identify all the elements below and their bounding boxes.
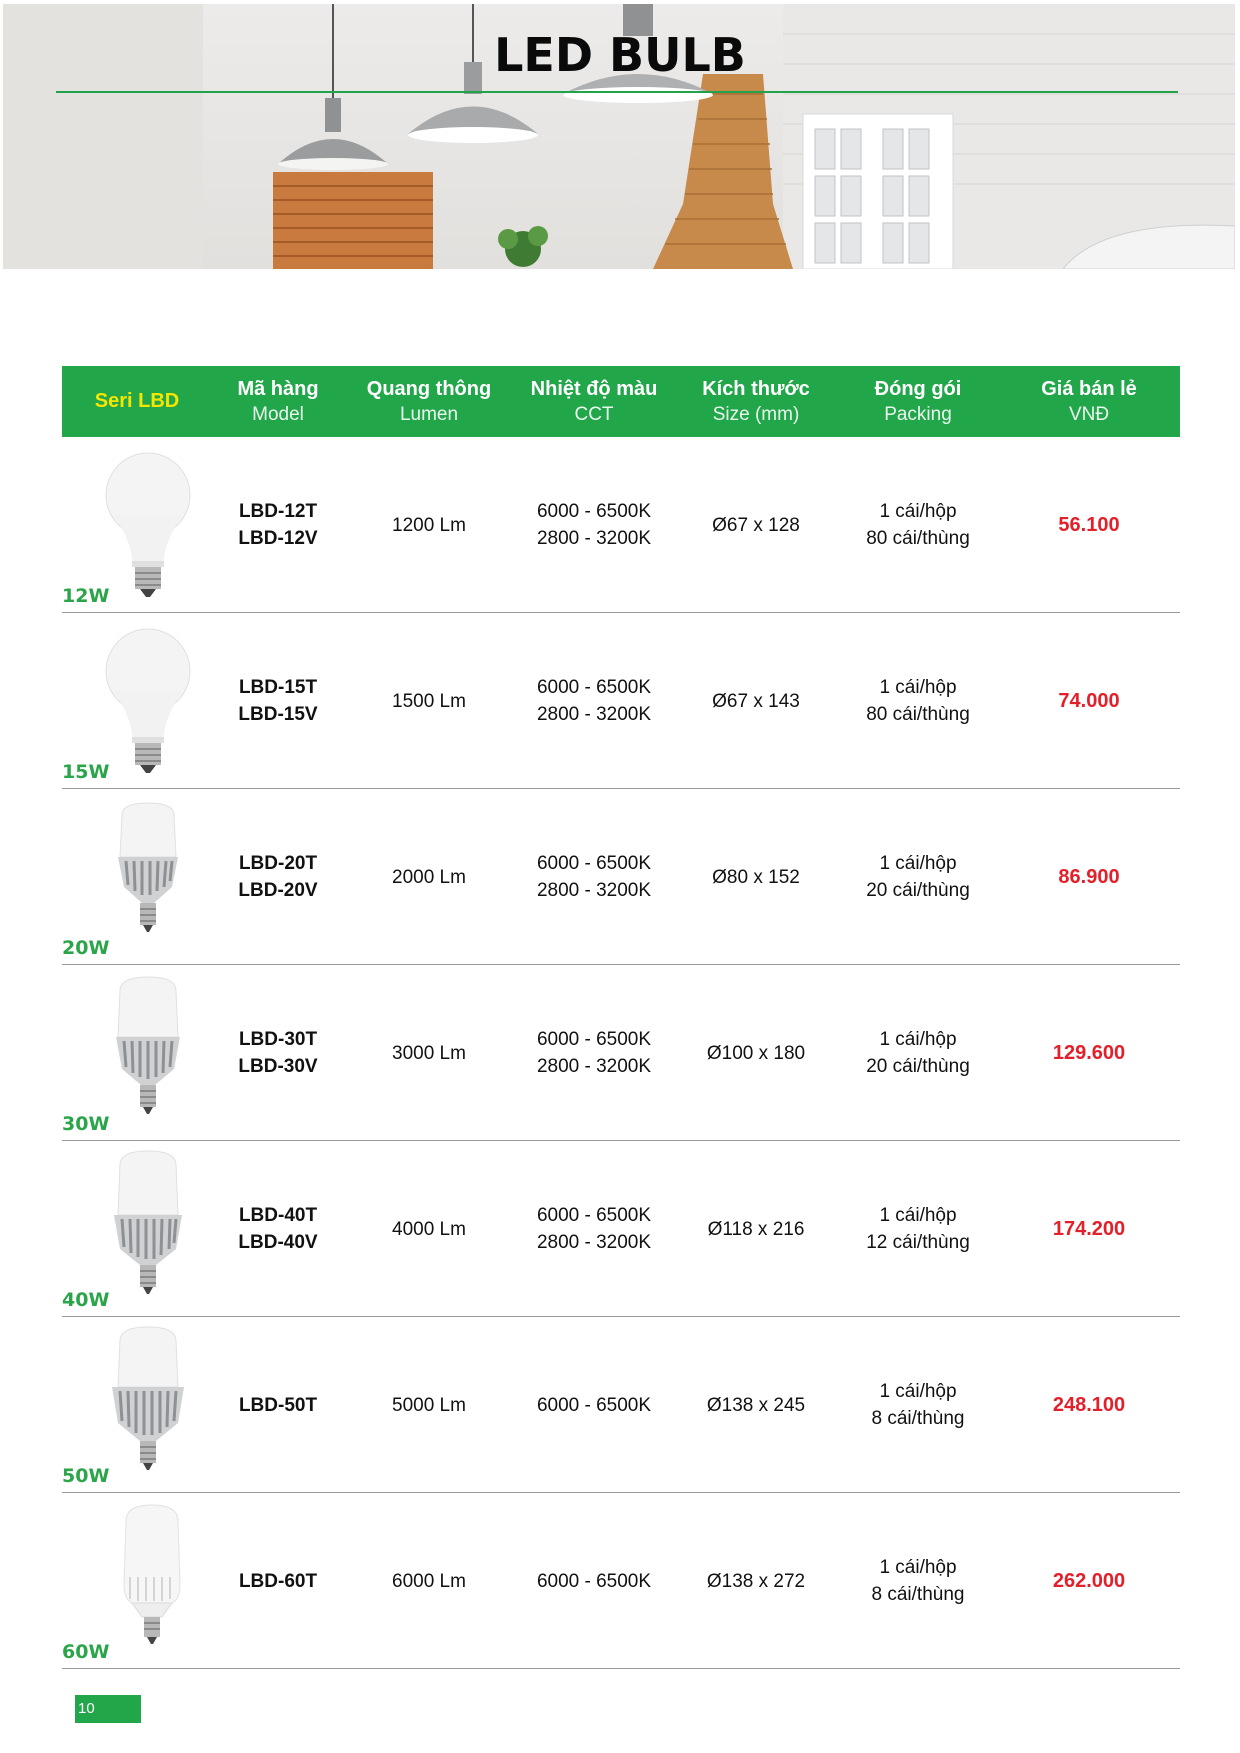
page-title: LED BULB xyxy=(494,28,746,82)
model-code: LBD-40T xyxy=(238,1205,318,1226)
price-cell xyxy=(998,613,1180,789)
high-power-bulb-icon xyxy=(92,1147,202,1307)
header-price-en: VNĐ xyxy=(1068,403,1110,425)
cct-value: 6000 - 6500K xyxy=(536,853,652,874)
packing-value: 8 cái/thùng xyxy=(871,1584,965,1605)
table-row xyxy=(62,1493,1180,1669)
packing-value: 12 cái/thùng xyxy=(866,1232,970,1253)
model-cell xyxy=(212,613,344,789)
packing-cell xyxy=(838,965,998,1141)
packing-cell xyxy=(838,1141,998,1317)
cct-cell xyxy=(514,1317,674,1493)
packing-cell xyxy=(838,613,998,789)
model-code: LBD-15T xyxy=(238,677,318,698)
high-power-bulb-icon xyxy=(92,795,202,955)
lumen-cell xyxy=(344,613,514,789)
model-cell xyxy=(212,437,344,613)
size-value: Ø138 x 245 xyxy=(706,1394,806,1416)
size-cell xyxy=(674,1141,838,1317)
model-code: LBD-12T xyxy=(238,501,318,522)
table-row xyxy=(62,613,1180,789)
cct-cell xyxy=(514,613,674,789)
price-value: 86.900 xyxy=(1058,865,1120,888)
header-lumen-en: Lumen xyxy=(399,403,459,425)
model-code: LBD-20V xyxy=(238,880,318,901)
lumen-cell xyxy=(344,1493,514,1669)
header-lumen-vi: Quang thông xyxy=(366,377,492,400)
lumen-cell xyxy=(344,437,514,613)
a-shape-bulb-icon xyxy=(92,619,202,779)
wattage-label: 15W xyxy=(62,761,110,783)
model-cell xyxy=(212,1141,344,1317)
header-price-vi: Giá bán lẻ xyxy=(1041,377,1137,400)
packing-value: 1 cái/hộp xyxy=(879,1381,957,1402)
price-value: 56.100 xyxy=(1058,513,1120,536)
price-cell xyxy=(998,1141,1180,1317)
wattage-label: 20W xyxy=(62,937,110,959)
header-size xyxy=(674,366,838,437)
model-cell xyxy=(212,789,344,965)
size-cell xyxy=(674,789,838,965)
packing-value: 20 cái/thùng xyxy=(866,1056,970,1077)
cct-value: 2800 - 3200K xyxy=(536,704,652,725)
size-value: Ø138 x 272 xyxy=(706,1570,806,1592)
size-value: Ø100 x 180 xyxy=(706,1042,806,1064)
header-series xyxy=(62,366,212,437)
price-value: 174.200 xyxy=(1052,1217,1126,1240)
price-value: 74.000 xyxy=(1058,689,1120,712)
packing-value: 8 cái/thùng xyxy=(871,1408,965,1429)
lumen-cell xyxy=(344,1141,514,1317)
packing-value: 1 cái/hộp xyxy=(879,1557,957,1578)
packing-cell xyxy=(838,1317,998,1493)
cct-value: 6000 - 6500K xyxy=(536,501,652,522)
header-packing xyxy=(838,366,998,437)
lumen-value: 6000 Lm xyxy=(392,1570,466,1592)
price-cell xyxy=(998,965,1180,1141)
header-lumen xyxy=(344,366,514,437)
cct-cell xyxy=(514,1493,674,1669)
model-cell xyxy=(212,1317,344,1493)
cct-value: 2800 - 3200K xyxy=(536,528,652,549)
model-code: LBD-60T xyxy=(238,1570,318,1592)
header-size-vi: Kích thước xyxy=(702,377,810,400)
cct-value: 6000 - 6500K xyxy=(536,677,652,698)
lumen-cell xyxy=(344,965,514,1141)
packing-value: 20 cái/thùng xyxy=(866,880,970,901)
packing-value: 1 cái/hộp xyxy=(879,501,957,522)
packing-cell xyxy=(838,1493,998,1669)
price-value: 129.600 xyxy=(1052,1041,1126,1064)
model-code: LBD-12V xyxy=(238,528,318,549)
lumen-value: 2000 Lm xyxy=(392,866,466,888)
packing-value: 80 cái/thùng xyxy=(866,704,970,725)
header-packing-en: Packing xyxy=(884,403,952,425)
header-price xyxy=(998,366,1180,437)
high-power-bulb-icon xyxy=(92,971,202,1131)
cct-cell xyxy=(514,789,674,965)
price-cell xyxy=(998,1493,1180,1669)
lumen-value: 3000 Lm xyxy=(392,1042,466,1064)
header-model-en: Model xyxy=(252,403,304,425)
lumen-value: 4000 Lm xyxy=(392,1218,466,1240)
size-cell xyxy=(674,1317,838,1493)
lumen-value: 5000 Lm xyxy=(392,1394,466,1416)
cct-cell xyxy=(514,965,674,1141)
model-code: LBD-20T xyxy=(238,853,318,874)
model-code: LBD-40V xyxy=(238,1232,318,1253)
cct-value: 2800 - 3200K xyxy=(536,1056,652,1077)
title-underline-divider xyxy=(56,91,1178,93)
size-value: Ø118 x 216 xyxy=(707,1218,805,1240)
cct-value: 6000 - 6500K xyxy=(536,1570,652,1592)
model-cell xyxy=(212,965,344,1141)
price-cell xyxy=(998,437,1180,613)
lumen-cell xyxy=(344,1317,514,1493)
cct-value: 6000 - 6500K xyxy=(536,1029,652,1050)
size-value: Ø67 x 128 xyxy=(712,514,800,536)
header-model-vi: Mã hàng xyxy=(237,377,319,400)
header-cct xyxy=(514,366,674,437)
wattage-label: 60W xyxy=(62,1641,110,1663)
packing-value: 1 cái/hộp xyxy=(879,1029,957,1050)
header-model xyxy=(212,366,344,437)
row-divider xyxy=(62,1668,1180,1669)
table-row xyxy=(62,789,1180,965)
price-cell xyxy=(998,1317,1180,1493)
size-value: Ø67 x 143 xyxy=(712,690,800,712)
cct-value: 2800 - 3200K xyxy=(536,1232,652,1253)
cct-value: 6000 - 6500K xyxy=(536,1205,652,1226)
cct-cell xyxy=(514,437,674,613)
cct-value: 6000 - 6500K xyxy=(536,1394,652,1416)
model-cell xyxy=(212,1493,344,1669)
packing-value: 1 cái/hộp xyxy=(879,1205,957,1226)
header-cct-en: CCT xyxy=(574,403,614,425)
model-code: LBD-30T xyxy=(238,1029,318,1050)
price-value: 262.000 xyxy=(1052,1569,1126,1592)
packing-value: 1 cái/hộp xyxy=(879,853,957,874)
size-cell xyxy=(674,437,838,613)
price-cell xyxy=(998,789,1180,965)
a-shape-bulb-icon xyxy=(92,443,202,603)
header-series-label: Seri LBD xyxy=(94,390,180,412)
packing-value: 1 cái/hộp xyxy=(879,677,957,698)
header-size-en: Size (mm) xyxy=(712,403,800,425)
page-number: 10 xyxy=(75,1695,141,1723)
table-row xyxy=(62,1317,1180,1493)
wattage-label: 40W xyxy=(62,1289,110,1311)
lumen-value: 1500 Lm xyxy=(392,690,466,712)
wattage-label: 12W xyxy=(62,585,110,607)
packing-cell xyxy=(838,789,998,965)
model-code: LBD-50T xyxy=(238,1394,318,1416)
wattage-label: 50W xyxy=(62,1465,110,1487)
wattage-label: 30W xyxy=(62,1113,110,1135)
table-row xyxy=(62,965,1180,1141)
table-row xyxy=(62,1141,1180,1317)
model-code: LBD-30V xyxy=(238,1056,318,1077)
high-power-bulb-icon xyxy=(92,1499,202,1659)
size-cell xyxy=(674,613,838,789)
price-value: 248.100 xyxy=(1052,1393,1126,1416)
header-cct-vi: Nhiệt độ màu xyxy=(530,377,658,400)
cct-cell xyxy=(514,1141,674,1317)
lumen-value: 1200 Lm xyxy=(392,514,466,536)
size-value: Ø80 x 152 xyxy=(712,866,800,888)
cct-value: 2800 - 3200K xyxy=(536,880,652,901)
lumen-cell xyxy=(344,789,514,965)
high-power-bulb-icon xyxy=(92,1323,202,1483)
header-packing-vi: Đóng gói xyxy=(874,377,962,400)
packing-value: 80 cái/thùng xyxy=(866,528,970,549)
table-row xyxy=(62,437,1180,613)
model-code: LBD-15V xyxy=(238,704,318,725)
size-cell xyxy=(674,965,838,1141)
size-cell xyxy=(674,1493,838,1669)
table-header xyxy=(62,366,1180,437)
packing-cell xyxy=(838,437,998,613)
